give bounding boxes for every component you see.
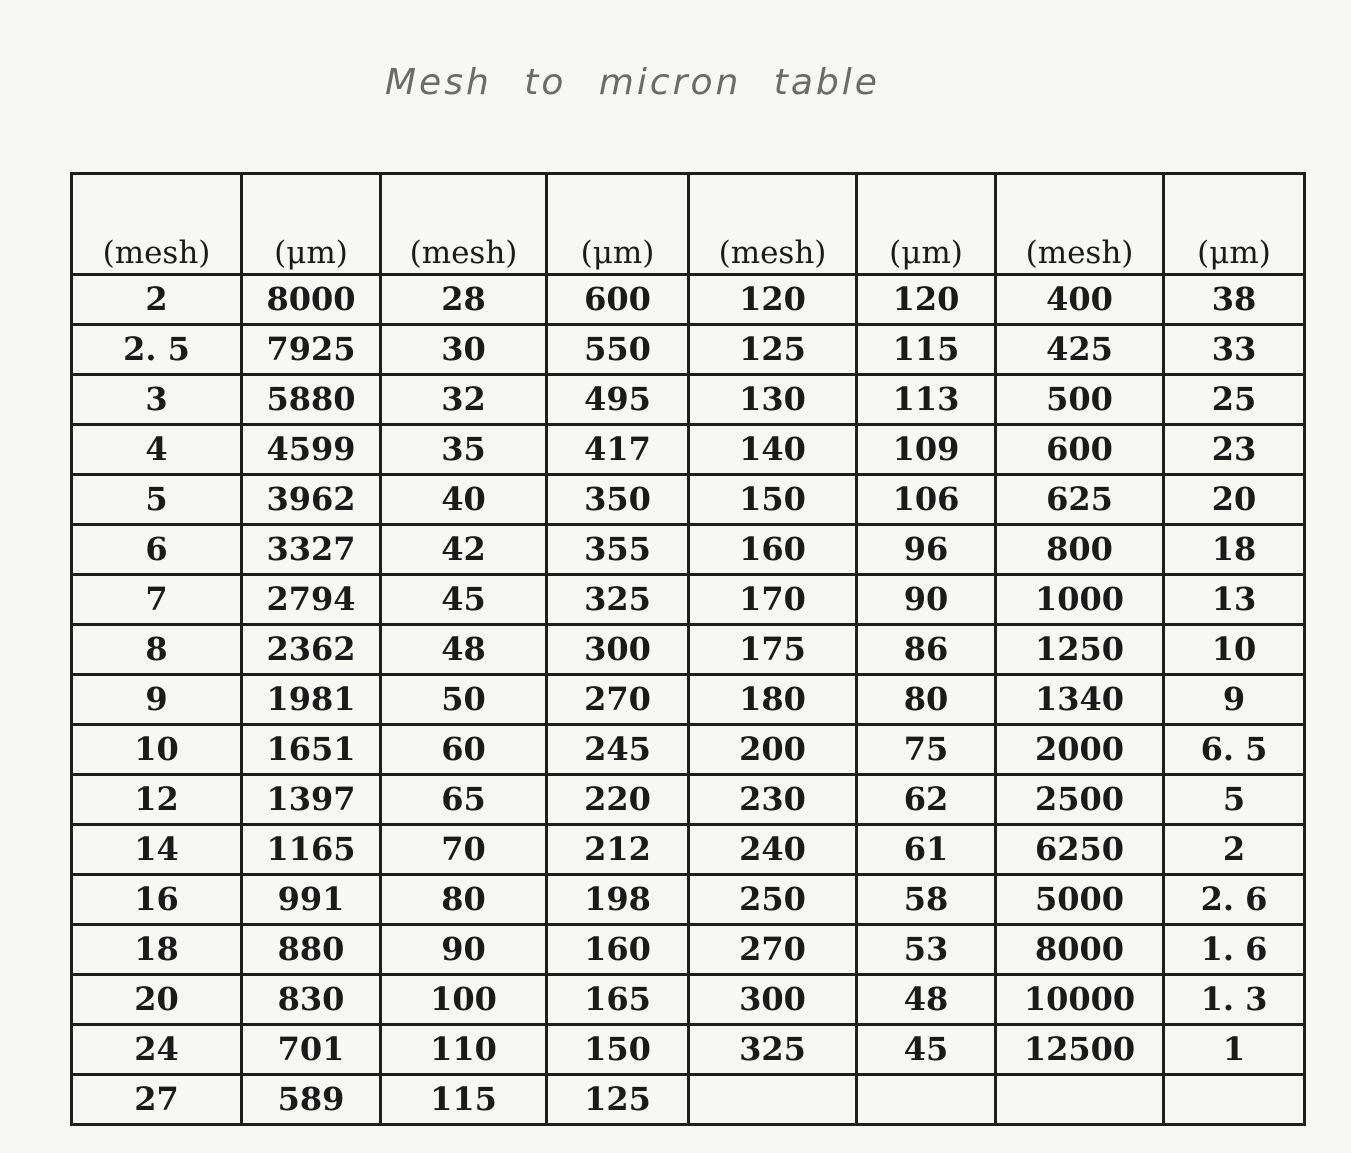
mesh-cell: 6250 [996, 825, 1164, 875]
micron-cell: 350 [547, 475, 689, 525]
micron-cell [857, 1075, 996, 1125]
mesh-cell: 125 [689, 325, 857, 375]
mesh-cell: 160 [689, 525, 857, 575]
mesh-cell: 28 [381, 275, 547, 325]
mesh-cell: 10000 [996, 975, 1164, 1025]
mesh-cell: 325 [689, 1025, 857, 1075]
micron-cell: 33 [1164, 325, 1305, 375]
micron-cell: 3327 [242, 525, 381, 575]
table-row [72, 575, 1305, 625]
mesh-cell: 35 [381, 425, 547, 475]
mesh-column-header: (mesh) [996, 174, 1164, 275]
micron-cell: 4599 [242, 425, 381, 475]
micron-cell: 38 [1164, 275, 1305, 325]
table-row [72, 325, 1305, 375]
mesh-cell: 80 [381, 875, 547, 925]
table-row [72, 775, 1305, 825]
mesh-cell: 42 [381, 525, 547, 575]
micron-cell: 701 [242, 1025, 381, 1075]
micron-cell: 1 [1164, 1025, 1305, 1075]
mesh-cell: 45 [381, 575, 547, 625]
micron-cell: 20 [1164, 475, 1305, 525]
mesh-cell: 27 [72, 1075, 242, 1125]
micron-cell: 58 [857, 875, 996, 925]
mesh-column-header: (mesh) [689, 174, 857, 275]
micron-cell: 115 [857, 325, 996, 375]
micron-cell: 90 [857, 575, 996, 625]
micron-cell: 1651 [242, 725, 381, 775]
mesh-cell: 230 [689, 775, 857, 825]
mesh-cell: 48 [381, 625, 547, 675]
micron-cell: 106 [857, 475, 996, 525]
mesh-cell [996, 1075, 1164, 1125]
table-row [72, 925, 1305, 975]
mesh-cell: 400 [996, 275, 1164, 325]
table-row [72, 525, 1305, 575]
mesh-cell: 2000 [996, 725, 1164, 775]
mesh-cell: 100 [381, 975, 547, 1025]
micron-cell: 9 [1164, 675, 1305, 725]
table-row [72, 725, 1305, 775]
mesh-cell: 2500 [996, 775, 1164, 825]
mesh-cell: 4 [72, 425, 242, 475]
mesh-cell: 110 [381, 1025, 547, 1075]
micron-cell: 18 [1164, 525, 1305, 575]
mesh-cell: 12 [72, 775, 242, 825]
micron-cell: 62 [857, 775, 996, 825]
micron-cell: 75 [857, 725, 996, 775]
micron-cell: 1981 [242, 675, 381, 725]
micron-cell: 25 [1164, 375, 1305, 425]
micron-cell: 2. 6 [1164, 875, 1305, 925]
mesh-cell: 270 [689, 925, 857, 975]
mesh-cell: 7 [72, 575, 242, 625]
mesh-cell: 800 [996, 525, 1164, 575]
mesh-cell: 2. 5 [72, 325, 242, 375]
mesh-cell: 240 [689, 825, 857, 875]
mesh-cell: 14 [72, 825, 242, 875]
mesh-cell: 250 [689, 875, 857, 925]
table-row [72, 425, 1305, 475]
mesh-cell: 30 [381, 325, 547, 375]
mesh-cell [689, 1075, 857, 1125]
micron-cell: 113 [857, 375, 996, 425]
micron-cell: 1165 [242, 825, 381, 875]
mesh-column-header: (mesh) [381, 174, 547, 275]
micron-cell: 80 [857, 675, 996, 725]
mesh-cell: 625 [996, 475, 1164, 525]
micron-cell: 5 [1164, 775, 1305, 825]
micron-cell: 220 [547, 775, 689, 825]
micron-cell: 245 [547, 725, 689, 775]
micron-cell: 45 [857, 1025, 996, 1075]
micron-cell: 160 [547, 925, 689, 975]
micron-cell: 589 [242, 1075, 381, 1125]
micron-cell: 880 [242, 925, 381, 975]
micron-cell: 165 [547, 975, 689, 1025]
table-row [72, 825, 1305, 875]
mesh-cell: 18 [72, 925, 242, 975]
micron-cell: 198 [547, 875, 689, 925]
mesh-cell: 9 [72, 675, 242, 725]
micron-cell: 1. 3 [1164, 975, 1305, 1025]
mesh-cell: 10 [72, 725, 242, 775]
micron-cell: 10 [1164, 625, 1305, 675]
micron-cell: 495 [547, 375, 689, 425]
table-body [72, 275, 1305, 1125]
mesh-cell: 50 [381, 675, 547, 725]
mesh-cell: 600 [996, 425, 1164, 475]
micron-cell: 3962 [242, 475, 381, 525]
micron-cell: 2 [1164, 825, 1305, 875]
micron-cell: 2362 [242, 625, 381, 675]
mesh-cell: 500 [996, 375, 1164, 425]
micron-cell: 125 [547, 1075, 689, 1125]
micron-column-header: (μm) [547, 174, 689, 275]
mesh-cell: 1000 [996, 575, 1164, 625]
mesh-cell: 60 [381, 725, 547, 775]
mesh-cell: 130 [689, 375, 857, 425]
mesh-cell: 65 [381, 775, 547, 825]
micron-cell: 13 [1164, 575, 1305, 625]
micron-cell: 86 [857, 625, 996, 675]
micron-column-header: (μm) [857, 174, 996, 275]
micron-cell: 355 [547, 525, 689, 575]
header-row [72, 174, 1305, 275]
micron-cell: 8000 [242, 275, 381, 325]
table-row [72, 475, 1305, 525]
mesh-cell: 1250 [996, 625, 1164, 675]
mesh-cell: 8000 [996, 925, 1164, 975]
micron-column-header: (μm) [1164, 174, 1305, 275]
mesh-cell: 140 [689, 425, 857, 475]
micron-column-header: (μm) [242, 174, 381, 275]
micron-cell: 48 [857, 975, 996, 1025]
mesh-column-header: (mesh) [72, 174, 242, 275]
mesh-cell: 5000 [996, 875, 1164, 925]
page-title: Mesh to micron table [385, 62, 880, 103]
micron-cell: 150 [547, 1025, 689, 1075]
mesh-cell: 300 [689, 975, 857, 1025]
table-row [72, 975, 1305, 1025]
mesh-cell: 16 [72, 875, 242, 925]
mesh-cell: 20 [72, 975, 242, 1025]
micron-cell: 120 [857, 275, 996, 325]
mesh-cell: 12500 [996, 1025, 1164, 1075]
mesh-cell: 2 [72, 275, 242, 325]
mesh-cell: 40 [381, 475, 547, 525]
micron-cell: 270 [547, 675, 689, 725]
micron-cell: 53 [857, 925, 996, 975]
micron-cell: 550 [547, 325, 689, 375]
micron-cell: 1397 [242, 775, 381, 825]
micron-cell: 300 [547, 625, 689, 675]
mesh-cell: 24 [72, 1025, 242, 1075]
mesh-cell: 6 [72, 525, 242, 575]
table-row [72, 275, 1305, 325]
micron-cell: 325 [547, 575, 689, 625]
micron-cell: 109 [857, 425, 996, 475]
mesh-cell: 175 [689, 625, 857, 675]
mesh-cell: 90 [381, 925, 547, 975]
micron-cell: 5880 [242, 375, 381, 425]
mesh-cell: 170 [689, 575, 857, 625]
mesh-cell: 5 [72, 475, 242, 525]
micron-cell: 2794 [242, 575, 381, 625]
mesh-cell: 200 [689, 725, 857, 775]
micron-cell: 1. 6 [1164, 925, 1305, 975]
table-row [72, 625, 1305, 675]
table-row [72, 1075, 1305, 1125]
mesh-cell: 1340 [996, 675, 1164, 725]
mesh-cell: 32 [381, 375, 547, 425]
mesh-cell: 115 [381, 1075, 547, 1125]
mesh-cell: 150 [689, 475, 857, 525]
micron-cell [1164, 1075, 1305, 1125]
micron-cell: 212 [547, 825, 689, 875]
mesh-cell: 120 [689, 275, 857, 325]
micron-cell: 830 [242, 975, 381, 1025]
mesh-cell: 70 [381, 825, 547, 875]
mesh-cell: 425 [996, 325, 1164, 375]
micron-cell: 600 [547, 275, 689, 325]
micron-cell: 23 [1164, 425, 1305, 475]
table-row [72, 675, 1305, 725]
table-row [72, 1025, 1305, 1075]
table-row [72, 375, 1305, 425]
micron-cell: 991 [242, 875, 381, 925]
mesh-cell: 8 [72, 625, 242, 675]
micron-cell: 61 [857, 825, 996, 875]
table-row [72, 875, 1305, 925]
micron-cell: 7925 [242, 325, 381, 375]
micron-cell: 6. 5 [1164, 725, 1305, 775]
mesh-cell: 3 [72, 375, 242, 425]
mesh-micron-table [70, 172, 1306, 1126]
micron-cell: 96 [857, 525, 996, 575]
mesh-cell: 180 [689, 675, 857, 725]
micron-cell: 417 [547, 425, 689, 475]
